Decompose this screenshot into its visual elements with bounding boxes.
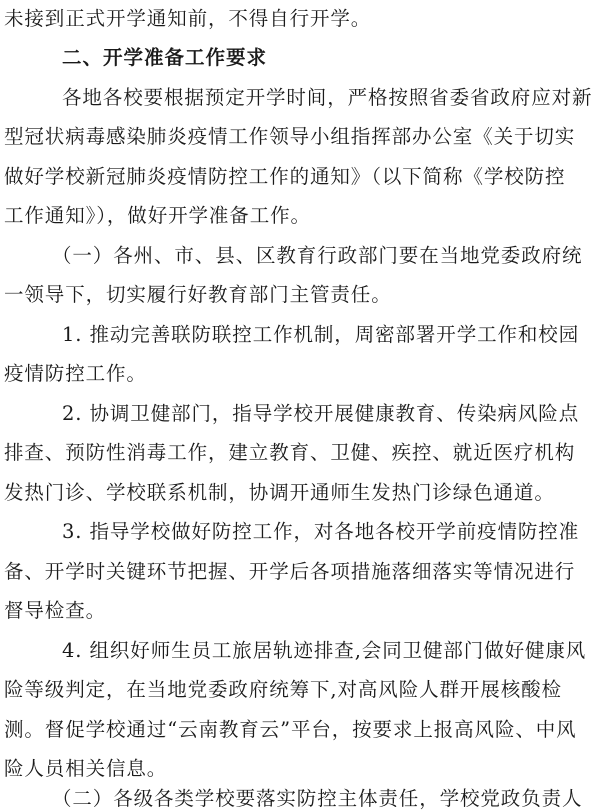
paragraph-line: 险等级判定，在当地党委政府统筹下,对高风险人群开展核酸检	[4, 678, 562, 701]
paragraph-line: 督导检查。	[4, 599, 107, 622]
paragraph-line: 做好学校新冠肺炎疫情防控工作的通知》（以下简称《学校防控	[4, 165, 566, 188]
list-item-line: 1. 推动完善联防联控工作机制，周密部署开学工作和校园	[62, 323, 580, 346]
paragraph-line: 发热门诊、学校联系机制，协调开通师生发热门诊绿色通道。	[4, 481, 555, 504]
paragraph-line: 备、开学时关键环节把握、开学后各项措施落细落实等情况进行	[4, 560, 576, 583]
list-item-line: 2. 协调卫健部门，指导学校开展健康教育、传染病风险点	[62, 402, 580, 425]
paragraph-line: 排查、预防性消毒工作，建立教育、卫健、疾控、就近医疗机构	[4, 441, 576, 464]
paragraph-line: 各地各校要根据预定开学时间，严格按照省委省政府应对新	[62, 86, 593, 109]
list-item-line: 3. 指导学校做好防控工作，对各地各校开学前疫情防控准	[62, 520, 580, 543]
paragraph-line: 疫情防控工作。	[4, 362, 147, 385]
paragraph-line: 工作通知》），做好开学准备工作。	[4, 204, 311, 227]
section-heading: 二、开学准备工作要求	[62, 46, 268, 69]
paragraph-line: 险人员相关信息。	[4, 757, 168, 780]
paragraph-line: 测。督促学校通过“云南教育云”平台，按要求上报高风险、中风	[4, 718, 577, 741]
paragraph-line: 型冠状病毒感染肺炎疫情工作领导小组指挥部办公室《关于切实	[4, 125, 576, 148]
subsection-line: （一）各州、市、县、区教育行政部门要在当地党委政府统	[52, 244, 583, 267]
paragraph-line: 未接到正式开学通知前，不得自行开学。	[4, 7, 372, 30]
paragraph-line: 一领导下，切实履行好教育部门主管责任。	[4, 283, 392, 306]
subsection-line: （二）各级各类学校要落实防控主体责任，学校党政负责人	[52, 787, 583, 810]
list-item-line: 4. 组织好师生员工旅居轨迹排查,会同卫健部门做好健康风	[62, 639, 587, 662]
